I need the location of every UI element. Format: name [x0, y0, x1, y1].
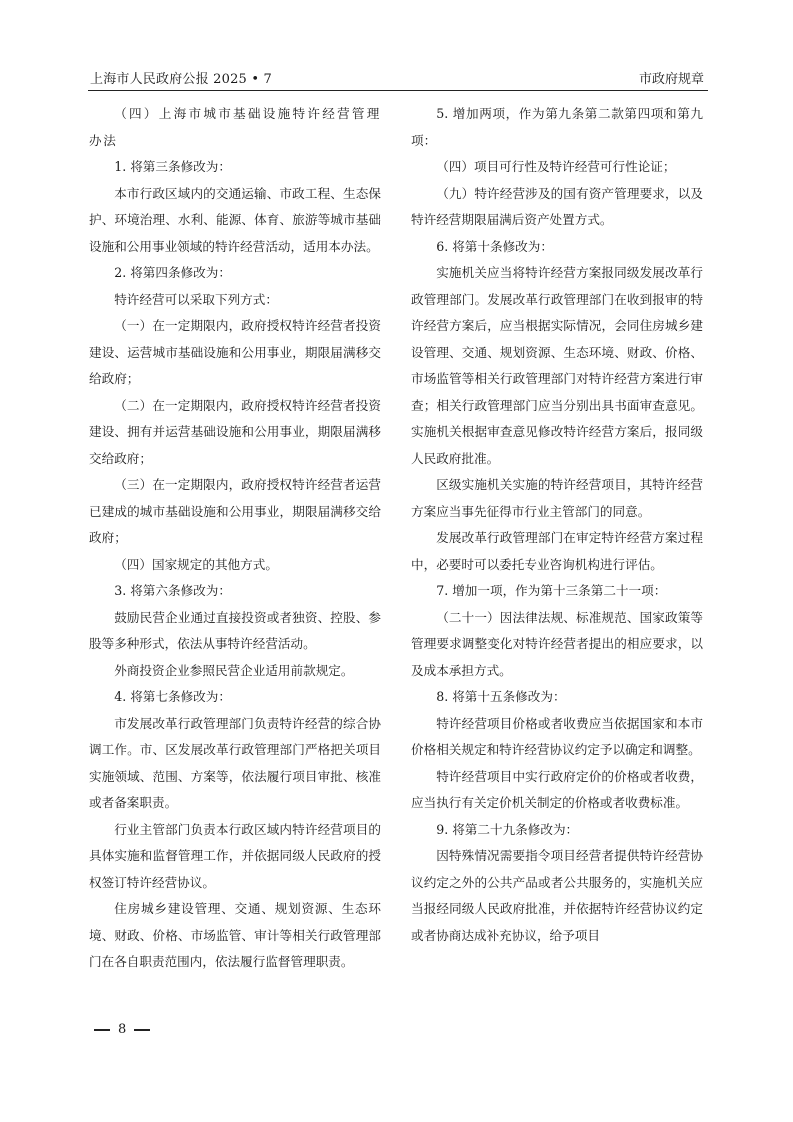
page-number: 8 [118, 1022, 127, 1037]
paragraph: （四）国家规定的其他方式。 [114, 556, 278, 572]
paragraph: 1. 将第三条修改为： [114, 159, 231, 174]
paragraph: 区级实施机关实施的特许经营项目，其特许经营方案应当事先征得市行业主管部门的同意。 [411, 477, 703, 519]
paragraph: 外商投资企业参照民营企业适用前款规定。 [114, 662, 354, 678]
section-title: 市政府规章 [638, 72, 704, 87]
paragraph: 特许经营可以采取下列方式： [114, 291, 278, 307]
paragraph: 行业主管部门负责本行政区域内特许经营项目的具体实施和监督管理工作，并依据同级人民政府的授权签订特许经营协议。 [89, 821, 381, 890]
header-divider [88, 90, 708, 91]
paragraph: 3. 将第六条修改为： [114, 583, 231, 598]
paragraph: （一）在一定期限内，政府授权特许经营者投资建设、运营城市基础设施和公用事业，期限届满移交给政府； [89, 318, 381, 386]
paragraph: 2. 将第四条修改为： [114, 265, 231, 280]
paragraph: 市发展改革行政管理部门负责特许经营的综合协调工作。市、区发展改革行政管理部门严格把关项目实施领域、范围、方案等，依法履行项目审批、核准或者备案职责。 [89, 715, 381, 810]
paragraph: （四）项目可行性及特许经营可行性论证； [436, 159, 676, 174]
paragraph: 9. 将第二十九条修改为： [436, 821, 579, 837]
paragraph: 实施机关应当将特许经营方案报同级发展改革行政管理部门。发展改革行政管理部门在收到报审的特许经营方案后，应当根据实际情况，会同住房城乡建设管理、交通、规划资源、生态环境、财政、价格、市场监管等相关行政管理部门对特许经营方案进行审查；相关行政管理部门应当分别出具书面审查意见。实施机关根据审查意见修改特许经营方案后，报同级人民政府批准。 [411, 265, 703, 466]
left-column [89, 101, 381, 976]
footer-dash-left [94, 1029, 110, 1031]
paragraph: 7. 增加一项，作为第十三条第二十一项： [436, 583, 667, 598]
paragraph: 4. 将第七条修改为： [114, 689, 231, 704]
paragraph: 鼓励民营企业通过直接投资或者独资、控股、参股等多种形式，依法从事特许经营活动。 [89, 609, 381, 651]
paragraph: 住房城乡建设管理、交通、规划资源、生态环境、财政、价格、市场监管、审计等相关行政管理部门在各自职责范围内，依法履行监督管理职责。 [89, 901, 381, 969]
paragraph: 5. 增加两项，作为第九条第二款第四项和第九项： [411, 106, 703, 148]
paragraph: （九）特许经营涉及的国有资产管理要求，以及特许经营期限届满后资产处置方式。 [411, 185, 703, 227]
paragraph: 6. 将第十条修改为： [436, 238, 553, 254]
paragraph: （三）在一定期限内，政府授权特许经营者运营已建成的城市基础设施和公用事业，期限届满移交给政府； [89, 477, 381, 545]
paragraph: 8. 将第十五条修改为： [436, 689, 566, 704]
paragraph: （四）上海市城市基础设施特许经营管理办法 [89, 106, 381, 148]
paragraph: 发展改革行政管理部门在审定特许经营方案过程中，必要时可以委托专业咨询机构进行评估。 [411, 530, 703, 572]
paragraph: 因特殊情况需要指令项目经营者提供特许经营协议约定之外的公共产品或者公共服务的，实施机关应当报经同级人民政府批准，并依据特许经营协议约定或者协商达成补充协议，给予项目 [411, 848, 703, 943]
paragraph: 特许经营项目中实行政府定价的价格或者收费，应当执行有关定价机关制定的价格或者收费标准。 [411, 768, 703, 810]
paragraph: 本市行政区域内的交通运输、市政工程、生态保护、环境治理、水利、能源、体育、旅游等城市基础设施和公用事业领域的特许经营活动，适用本办法。 [89, 185, 381, 254]
footer-dash-right [134, 1029, 150, 1031]
page-header [88, 66, 706, 88]
paragraph: （二十一）因法律法规、标准规范、国家政策等管理要求调整变化对特许经营者提出的相应要求，以及成本承担方式。 [411, 609, 703, 678]
journal-title: 上海市人民政府公报 2025 • 7 [90, 72, 273, 87]
page-footer [94, 1022, 150, 1037]
paragraph: 特许经营项目价格或者收费应当依据国家和本市价格相关规定和特许经营协议约定予以确定和调整。 [411, 715, 703, 757]
paragraph: （二）在一定期限内，政府授权特许经营者投资建设、拥有并运营基础设施和公用事业，期限届满移交给政府； [89, 397, 381, 466]
right-column [411, 101, 703, 949]
